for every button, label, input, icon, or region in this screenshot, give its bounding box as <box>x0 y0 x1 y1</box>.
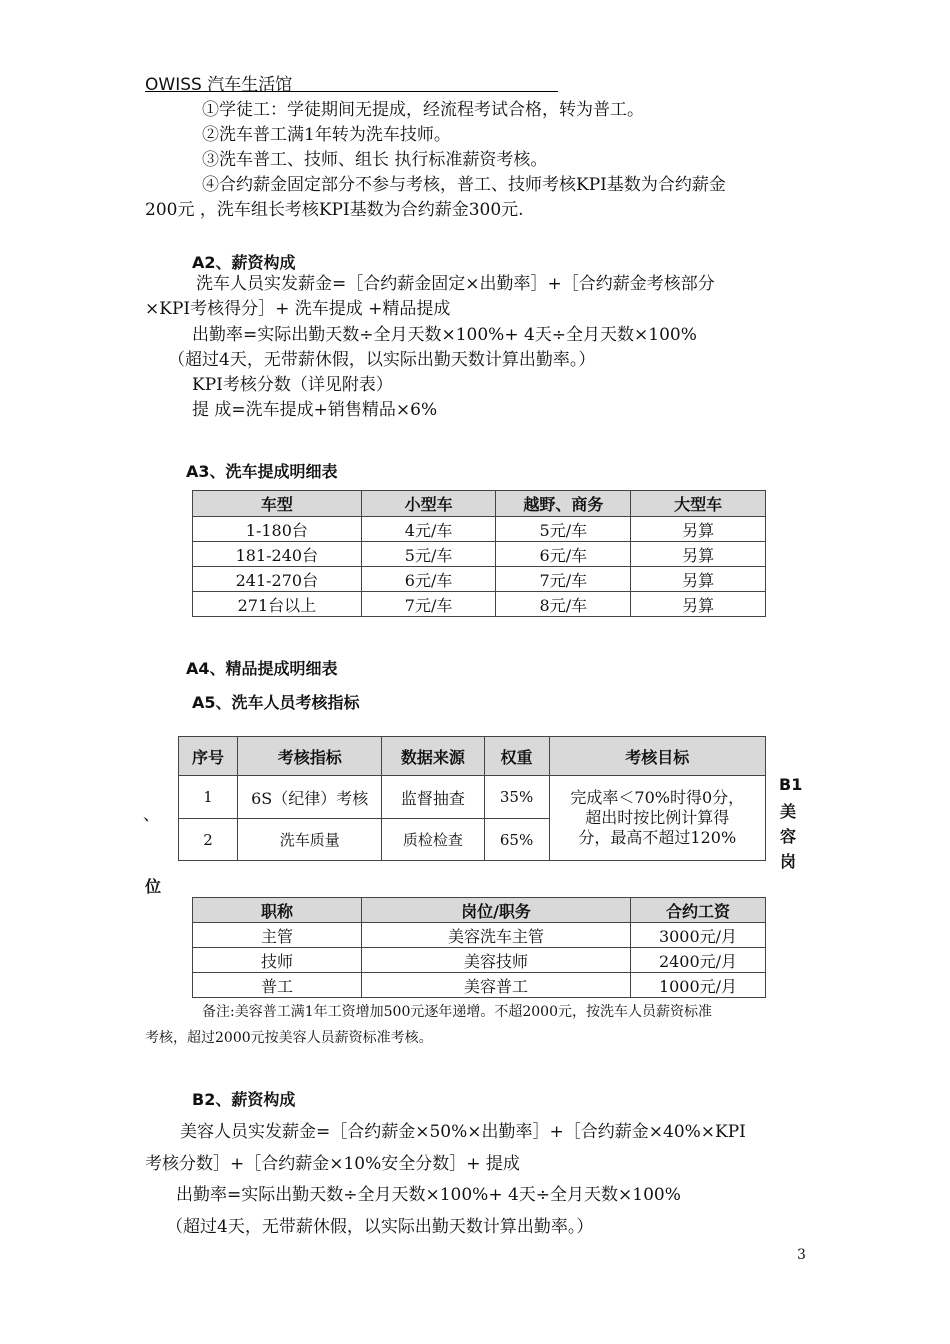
table-header-cell: 车型 <box>193 491 362 517</box>
b1-side-b1: B1 <box>779 775 803 794</box>
table-header-cell: 考核指标 <box>238 737 382 776</box>
a3-title: A3、洗车提成明细表 <box>186 462 338 481</box>
table-cell: 主管 <box>193 923 362 948</box>
table-header-cell: 权重 <box>484 737 549 776</box>
b1-wei: 位 <box>145 877 162 896</box>
table-cell: 质检检查 <box>382 819 484 861</box>
intro-line-3: ③洗车普工、技师、组长 执行标准薪资考核。 <box>202 150 548 170</box>
a2-line-4: （超过4天，无带薪休假，以实际出勤天数计算出勤率。） <box>168 350 596 370</box>
table-cell: 6元/车 <box>496 542 631 567</box>
table-cell: 6元/车 <box>361 567 496 592</box>
table-row <box>193 542 766 567</box>
a4-title: A4、精品提成明细表 <box>186 659 338 678</box>
a3-table <box>192 490 766 617</box>
header-rule <box>145 91 558 92</box>
table-cell: 4元/车 <box>361 517 496 542</box>
b2-line-1: 美容人员实发薪金=［合约薪金×50%×出勤率］+［合约薪金×40%×KPI <box>180 1122 746 1142</box>
a2-line-6: 提 成=洗车提成+销售精品×6% <box>192 400 438 420</box>
table-header-cell: 合约工资 <box>631 898 766 923</box>
table-row <box>193 923 766 948</box>
table-header-row <box>179 737 766 776</box>
table-header-cell: 考核目标 <box>549 737 765 776</box>
table-cell: 另算 <box>631 567 766 592</box>
table-cell: 7元/车 <box>496 567 631 592</box>
page-number: 3 <box>797 1247 806 1263</box>
table-cell: 6S（纪律）考核 <box>238 776 382 819</box>
table-row <box>193 948 766 973</box>
a5-target-line: 超出时按比例计算得 <box>585 808 730 827</box>
table-row <box>179 776 766 819</box>
table-cell: 35% <box>484 776 549 819</box>
b1-table <box>192 897 766 998</box>
table-cell: 另算 <box>631 592 766 617</box>
table-header-cell: 大型车 <box>631 491 766 517</box>
a5-target-line: 分，最高不超过120% <box>578 828 737 847</box>
a5-title: A5、洗车人员考核指标 <box>192 693 360 712</box>
table-row <box>193 567 766 592</box>
b2-line-4: （超过4天，无带薪休假，以实际出勤天数计算出勤率。） <box>166 1217 594 1237</box>
table-cell: 普工 <box>193 973 362 998</box>
table-header-cell: 序号 <box>179 737 238 776</box>
a2-title: A2、薪资构成 <box>192 253 296 272</box>
intro-line-4a: ④合约薪金固定部分不参与考核，普工、技师考核KPI基数为合约薪金 <box>202 175 726 195</box>
a2-line-2: ×KPI考核得分］+ 洗车提成 +精品提成 <box>145 299 451 319</box>
table-row <box>193 973 766 998</box>
table-cell: 监督抽查 <box>382 776 484 819</box>
b1-note-1: 备注:美容普工满1年工资增加500元逐年递增。不超2000元，按洗车人员薪资标准 <box>202 1004 712 1020</box>
a2-line-5: KPI考核分数（详见附表） <box>192 375 393 395</box>
table-header-row <box>193 491 766 517</box>
table-header-cell: 越野、商务 <box>496 491 631 517</box>
a2-line-3: 出勤率=实际出勤天数÷全月天数×100%+ 4天÷全月天数×100% <box>192 325 697 345</box>
b2-line-2: 考核分数］+［合约薪金×10%安全分数］+ 提成 <box>145 1154 520 1174</box>
table-cell: 技师 <box>193 948 362 973</box>
a5-target-cell <box>549 776 765 861</box>
intro-line-1: ①学徒工：学徒期间无提成，经流程考试合格，转为普工。 <box>202 100 644 120</box>
table-cell: 另算 <box>631 542 766 567</box>
table-cell: 1000元/月 <box>631 973 766 998</box>
table-cell: 3000元/月 <box>631 923 766 948</box>
table-cell: 美容技师 <box>362 948 631 973</box>
table-cell: 2400元/月 <box>631 948 766 973</box>
table-cell: 1-180台 <box>193 517 362 542</box>
table-cell: 65% <box>484 819 549 861</box>
table-cell: 1 <box>179 776 238 819</box>
table-header-cell: 岗位/职务 <box>362 898 631 923</box>
table-cell: 另算 <box>631 517 766 542</box>
a5-table <box>178 736 766 861</box>
b1-side-char: 容 <box>780 827 797 846</box>
table-cell: 美容洗车主管 <box>362 923 631 948</box>
intro-line-4b: 200元 ，洗车组长考核KPI基数为合约薪金300元. <box>145 200 524 220</box>
b1-side-char: 岗 <box>780 852 797 871</box>
b1-note-2: 考核，超过2000元按美容人员薪资标准考核。 <box>145 1030 433 1046</box>
table-cell: 241-270台 <box>193 567 362 592</box>
table-header-cell: 数据来源 <box>382 737 484 776</box>
table-cell: 洗车质量 <box>238 819 382 861</box>
table-row <box>193 592 766 617</box>
b2-title: B2、薪资构成 <box>192 1090 296 1109</box>
b1-side-char: 美 <box>780 802 797 821</box>
a2-line-1: 洗车人员实发薪金=［合约薪金固定×出勤率］+［合约薪金考核部分 <box>196 274 715 294</box>
table-header-cell: 小型车 <box>361 491 496 517</box>
intro-line-2: ②洗车普工满1年转为洗车技师。 <box>202 125 451 145</box>
table-cell: 8元/车 <box>496 592 631 617</box>
a5-side-mark: 、 <box>143 805 160 825</box>
table-cell: 271台以上 <box>193 592 362 617</box>
a5-target-line: 完成率＜70%时得0分， <box>570 788 745 807</box>
table-row <box>193 517 766 542</box>
table-cell: 美容普工 <box>362 973 631 998</box>
table-cell: 181-240台 <box>193 542 362 567</box>
header-title: OWISS 汽车生活馆 <box>145 75 293 95</box>
table-cell: 2 <box>179 819 238 861</box>
table-cell: 5元/车 <box>361 542 496 567</box>
table-cell: 5元/车 <box>496 517 631 542</box>
table-header-cell: 职称 <box>193 898 362 923</box>
b2-line-3: 出勤率=实际出勤天数÷全月天数×100%+ 4天÷全月天数×100% <box>176 1185 681 1205</box>
table-header-row <box>193 898 766 923</box>
table-cell: 7元/车 <box>361 592 496 617</box>
